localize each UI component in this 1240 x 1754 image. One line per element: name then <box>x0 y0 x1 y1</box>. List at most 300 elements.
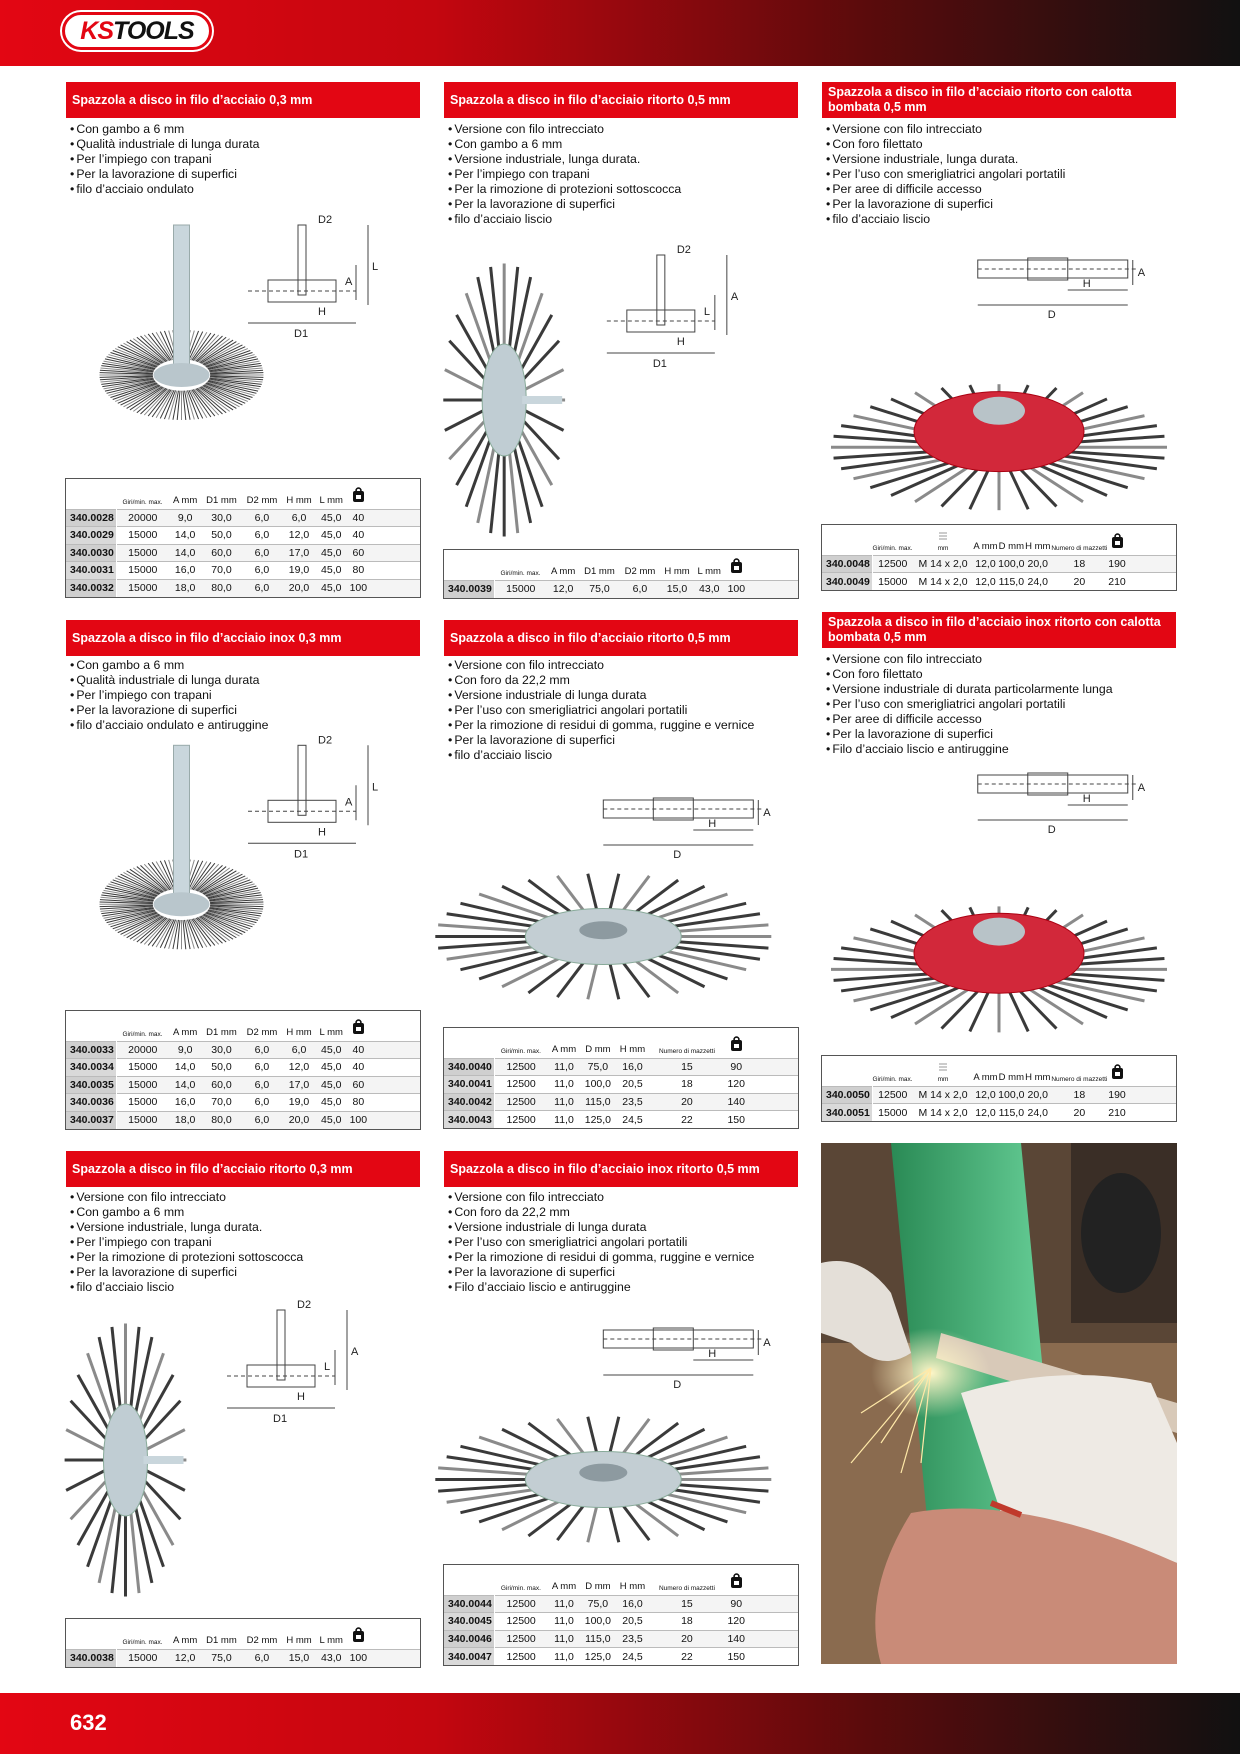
dimension-label: A <box>351 1346 359 1358</box>
column-header: A mm <box>172 494 198 506</box>
table-cell: 11,0 <box>548 1613 581 1631</box>
weight-icon <box>730 558 743 574</box>
article-number: 340.0039 <box>444 580 494 598</box>
table-cell: 60 <box>347 544 370 562</box>
table-cell: 16,0 <box>169 562 201 580</box>
table-cell: 20 <box>649 1630 724 1648</box>
logo-ks-text: KS <box>80 17 114 45</box>
filler <box>1126 573 1176 591</box>
usage-photo <box>821 1143 1177 1664</box>
table-cell: 12,0 <box>973 555 998 573</box>
table-cell: 22 <box>649 1648 724 1666</box>
table-cell: 15000 <box>116 1649 169 1667</box>
table-cell: 19,0 <box>282 1094 316 1112</box>
table-cell: 11,0 <box>548 1648 581 1666</box>
table-cell: 6,0 <box>282 1041 316 1059</box>
table-cell: 150 <box>724 1648 748 1666</box>
dimension-label: D <box>1047 309 1056 321</box>
feature-item: • Per l’impiego con trapani <box>70 1235 303 1250</box>
table-cell: 45,0 <box>316 1041 347 1059</box>
filler <box>370 1619 420 1649</box>
header-code <box>822 525 872 555</box>
column-header: Giri/min. max. <box>122 498 163 506</box>
table-cell: 45,0 <box>316 509 347 527</box>
table-cell: 15,0 <box>660 580 694 598</box>
table-row[interactable] <box>66 1094 420 1112</box>
dimension-diagram <box>607 255 727 353</box>
filler <box>748 1028 798 1058</box>
weight-icon <box>352 487 365 503</box>
table-row[interactable] <box>66 1076 420 1094</box>
table-row[interactable] <box>822 1086 1176 1104</box>
feature-item: • Per la lavorazione di superfici <box>70 703 268 718</box>
filler <box>748 1093 798 1111</box>
feature-item: • Versione con filo intrecciato <box>826 122 1065 137</box>
table-row[interactable] <box>66 1111 420 1129</box>
feature-item: • Versione industriale, lunga durata. <box>448 152 681 167</box>
dimension-label: D2 <box>676 244 691 256</box>
table-cell: 20000 <box>116 1041 169 1059</box>
weight-icon <box>730 1036 743 1052</box>
article-number: 340.0041 <box>444 1076 494 1094</box>
feature-item: • Con foro da 22,2 mm <box>448 673 754 688</box>
header-code <box>822 1056 872 1086</box>
article-number: 340.0046 <box>444 1630 494 1648</box>
feature-list <box>70 1190 303 1295</box>
dimension-label: D <box>673 1379 682 1391</box>
table-row[interactable] <box>66 1649 420 1667</box>
feature-item: • Per l’impiego con trapani <box>70 688 268 703</box>
table-cell: 24,0 <box>1025 573 1051 591</box>
dimension-label: D1 <box>652 358 667 370</box>
table-row[interactable] <box>444 1111 798 1129</box>
article-number: 340.0036 <box>66 1094 116 1112</box>
table-cell: 6,0 <box>242 1059 283 1077</box>
table-cell: 6,0 <box>242 1041 283 1059</box>
table-cell: 20 <box>649 1093 724 1111</box>
feature-list <box>826 652 1113 757</box>
filler <box>748 1565 798 1595</box>
hub <box>482 344 526 456</box>
filler <box>370 479 420 509</box>
table-cell: 6,0 <box>242 1111 283 1129</box>
filler <box>748 1111 798 1129</box>
table-cell: 12,0 <box>973 1104 998 1122</box>
table-cell: 190 <box>1108 1086 1126 1104</box>
spec-table <box>443 549 799 599</box>
table-row[interactable] <box>822 573 1176 591</box>
page-number: 632 <box>70 1710 107 1735</box>
column-header: A mm <box>550 565 576 577</box>
filler <box>1126 1056 1176 1086</box>
column-header: L mm <box>319 1026 343 1038</box>
column-header: H mm <box>1025 1071 1051 1083</box>
feature-list <box>448 658 754 763</box>
column-header: H mm <box>619 1580 646 1592</box>
table-cell: 24,0 <box>1025 1104 1051 1122</box>
table-cell: 40 <box>347 527 370 545</box>
dimension-label: D1 <box>294 328 309 340</box>
article-number: 340.0031 <box>66 562 116 580</box>
feature-item: • Versione con filo intrecciato <box>70 1190 303 1205</box>
table-row[interactable] <box>444 1093 798 1111</box>
column-header: Giri/min. max. <box>122 1030 163 1038</box>
table-cell: 12,0 <box>547 580 579 598</box>
feature-item: • Con foro da 22,2 mm <box>448 1205 754 1220</box>
table-cell: 12500 <box>872 1086 913 1104</box>
table-cell: 20 <box>1051 1104 1108 1122</box>
cup-brush-image <box>822 775 1176 1045</box>
shank-brush-image <box>444 244 798 545</box>
table-cell: 190 <box>1108 555 1126 573</box>
feature-item: • Per la lavorazione di superfici <box>448 1265 754 1280</box>
feature-item: • Per la lavorazione di superfici <box>448 197 681 212</box>
table-cell: 30,0 <box>201 509 242 527</box>
table-cell: 12,0 <box>973 573 998 591</box>
table-cell: 16,0 <box>615 1058 649 1076</box>
shank-brush-image <box>66 1299 416 1610</box>
table-cell: 15,0 <box>282 1649 316 1667</box>
article-number: 340.0038 <box>66 1649 116 1667</box>
table-cell: 120 <box>724 1076 748 1094</box>
table-cell: 45,0 <box>316 1111 347 1129</box>
column-header: L mm <box>319 494 343 506</box>
table-cell: 20 <box>1051 573 1108 591</box>
table-cell: 18,0 <box>169 579 201 597</box>
table-cell: 15 <box>649 1595 724 1613</box>
table-cell: 90 <box>724 1058 748 1076</box>
table-cell: 12500 <box>494 1111 548 1129</box>
table-cell: 100,0 <box>998 1086 1025 1104</box>
table-cell: 24,5 <box>615 1648 649 1666</box>
table-cell: 11,0 <box>548 1093 581 1111</box>
filler <box>748 580 798 598</box>
column-header: L mm <box>697 565 721 577</box>
table-cell: 125,0 <box>580 1648 615 1666</box>
dimension-label: L <box>703 306 710 318</box>
table-cell: 14,0 <box>169 1076 201 1094</box>
table-cell: 11,0 <box>548 1630 581 1648</box>
feature-item: • filo d’acciaio liscio <box>448 748 754 763</box>
filler <box>370 562 420 580</box>
column-header: H mm <box>664 565 690 577</box>
table-cell: 115,0 <box>580 1630 615 1648</box>
grinding-photo-art <box>821 1143 1177 1664</box>
header-code <box>444 550 494 580</box>
filler <box>370 1111 420 1129</box>
feature-item: • Per la rimozione di residui di gomma, ruggine e vernice <box>448 718 754 733</box>
table-cell: 6,0 <box>242 1649 283 1667</box>
table-cell: 80 <box>347 1094 370 1112</box>
table-cell: 18 <box>649 1076 724 1094</box>
table-cell: 12500 <box>494 1093 548 1111</box>
filler <box>1126 525 1176 555</box>
table-row[interactable] <box>66 1059 420 1077</box>
table-cell: 6,0 <box>242 527 283 545</box>
table-cell: 20,5 <box>615 1076 649 1094</box>
feature-item: • Versione con filo intrecciato <box>448 658 754 673</box>
section-title: Spazzola a disco in filo d’acciaio 0,3 mm <box>66 82 420 118</box>
feature-item: • Versione industriale, lunga durata. <box>826 152 1065 167</box>
dimension-label: H <box>297 1391 305 1403</box>
feature-item: • Per la lavorazione di superfici <box>70 167 260 182</box>
column-header: D2 mm <box>246 494 278 506</box>
table-row[interactable] <box>444 1595 798 1613</box>
table-row[interactable] <box>66 527 420 545</box>
filler <box>748 1058 798 1076</box>
weight-icon <box>1111 1064 1124 1080</box>
article-number: 340.0042 <box>444 1093 494 1111</box>
dimension-diagram <box>248 745 368 843</box>
table-cell: 12500 <box>494 1630 548 1648</box>
feature-item: • Filo d’acciaio liscio e antiruggine <box>448 1280 754 1295</box>
table-cell: 45,0 <box>316 1059 347 1077</box>
table-cell: 140 <box>724 1093 748 1111</box>
article-number: 340.0048 <box>822 555 872 573</box>
section-title: Spazzola a disco in filo d’acciaio ritorto 0,5 mm <box>444 620 798 656</box>
section-title: Spazzola a disco in filo d’acciaio inox 0,3 mm <box>66 620 420 656</box>
table-cell: 45,0 <box>316 562 347 580</box>
table-cell: M 14 x 2,0 <box>913 555 973 573</box>
table-row[interactable] <box>444 1613 798 1631</box>
dimension-label: A <box>345 796 353 809</box>
table-row[interactable] <box>444 1058 798 1076</box>
table-cell: 11,0 <box>548 1595 581 1613</box>
table-row[interactable] <box>822 555 1176 573</box>
article-number: 340.0047 <box>444 1648 494 1666</box>
column-header: H mm <box>286 1026 312 1038</box>
column-header: D1 mm <box>584 565 615 577</box>
dimension-diagram <box>248 225 368 323</box>
spec-table <box>65 1618 421 1668</box>
dimension-label: H <box>1082 793 1091 805</box>
column-header: D2 mm <box>246 1634 278 1646</box>
column-header: L mm <box>319 1634 343 1646</box>
table-cell: 18 <box>1051 1086 1108 1104</box>
feature-item: • Con foro filettato <box>826 137 1065 152</box>
table-cell: 20,5 <box>615 1613 649 1631</box>
feature-item: • Con foro filettato <box>826 667 1113 682</box>
table-cell: 43,0 <box>694 580 725 598</box>
feature-item: • Versione con filo intrecciato <box>826 652 1113 667</box>
column-header: D1 mm <box>206 1634 237 1646</box>
article-number: 340.0032 <box>66 579 116 597</box>
dimension-label: D1 <box>273 1413 288 1425</box>
weight-header <box>1108 1056 1126 1086</box>
shank <box>144 1456 184 1464</box>
wheel-brush-image <box>444 1330 798 1560</box>
table-cell: 22 <box>649 1111 724 1129</box>
dimension-diagram <box>603 1328 763 1375</box>
table-cell: 9,0 <box>169 509 201 527</box>
feature-item: • Per l’impiego con trapani <box>70 152 260 167</box>
feature-item: • Per l’uso con smerigliatrici angolari portatili <box>448 1235 754 1250</box>
article-number: 340.0044 <box>444 1595 494 1613</box>
table-cell: 15000 <box>116 1094 169 1112</box>
table-cell: 80 <box>347 562 370 580</box>
table-cell: 60,0 <box>201 1076 242 1094</box>
dimension-label: A <box>730 291 739 303</box>
table-cell: 14,0 <box>169 544 201 562</box>
article-number: 340.0034 <box>66 1059 116 1077</box>
table-cell: 12,0 <box>282 1059 316 1077</box>
table-row[interactable] <box>444 580 798 598</box>
shank-brush-image <box>66 214 416 470</box>
article-number: 340.0049 <box>822 573 872 591</box>
weight-icon <box>730 1573 743 1589</box>
weight-header <box>1108 525 1126 555</box>
weight-header <box>347 1619 370 1649</box>
column-header: D1 mm <box>206 1026 237 1038</box>
column-header: A mm <box>172 1634 198 1646</box>
table-row[interactable] <box>444 1076 798 1094</box>
feature-list <box>70 122 260 197</box>
filler <box>748 550 798 580</box>
hex-nut <box>973 918 1025 946</box>
ks-tools-logo[interactable] <box>62 12 212 50</box>
weight-header <box>725 550 748 580</box>
table-cell: 60 <box>347 1076 370 1094</box>
column-header: A mm <box>172 1026 198 1038</box>
table-cell: 150 <box>724 1111 748 1129</box>
table-row[interactable] <box>66 579 420 597</box>
table-cell: 100,0 <box>580 1076 615 1094</box>
table-row[interactable] <box>822 1104 1176 1122</box>
table-cell: 210 <box>1108 1104 1126 1122</box>
table-cell: 6,0 <box>242 579 283 597</box>
table-row[interactable] <box>66 1041 420 1059</box>
table-cell: 16,0 <box>169 1094 201 1112</box>
dimension-label: D <box>1047 824 1056 836</box>
filler <box>370 1041 420 1059</box>
table-row[interactable] <box>66 509 420 527</box>
table-cell: 100 <box>347 1649 370 1667</box>
feature-item: • Per l’uso con smerigliatrici angolari portatili <box>826 697 1113 712</box>
dimension-label: H <box>1082 278 1091 290</box>
center-hole <box>579 921 627 939</box>
table-cell: 15000 <box>116 544 169 562</box>
feature-item: • Per aree di difficile accesso <box>826 712 1113 727</box>
feature-item: • Versione con filo intrecciato <box>448 1190 754 1205</box>
dimension-label: L <box>372 261 379 273</box>
dimension-label: A <box>763 807 771 819</box>
table-row[interactable] <box>66 544 420 562</box>
table-cell: 18,0 <box>169 1111 201 1129</box>
shank-brush-image <box>66 734 416 1005</box>
column-header: Numero di mazzetti <box>658 1584 715 1592</box>
feature-item: • filo d’acciaio liscio <box>448 212 681 227</box>
article-number: 340.0045 <box>444 1613 494 1631</box>
column-header: A mm <box>973 1071 998 1083</box>
header-code <box>444 1028 494 1058</box>
cup-brush-image <box>822 260 1176 520</box>
spec-table <box>65 1010 421 1130</box>
table-cell: 75,0 <box>579 580 620 598</box>
column-header: H mm <box>286 1634 312 1646</box>
table-row[interactable] <box>444 1648 798 1666</box>
dimension-label: A <box>1137 267 1146 279</box>
filler <box>370 1059 420 1077</box>
wheel-brush-image <box>444 800 798 1010</box>
dimension-diagram <box>227 1310 347 1408</box>
table-cell: 115,0 <box>998 573 1025 591</box>
dimension-label: L <box>372 781 379 794</box>
feature-item: • Versione industriale di lunga durata <box>448 688 754 703</box>
table-cell: 23,5 <box>615 1630 649 1648</box>
table-row[interactable] <box>444 1630 798 1648</box>
section-title: Spazzola a disco in filo d’acciaio inox ritorto con calotta bombata 0,5 mm <box>822 612 1176 648</box>
table-cell: 15000 <box>116 1111 169 1129</box>
table-cell: 15 <box>649 1058 724 1076</box>
table-cell: 75,0 <box>580 1595 615 1613</box>
table-cell: 115,0 <box>998 1104 1025 1122</box>
column-header: Giri/min. max. <box>122 1638 163 1646</box>
article-number: 340.0050 <box>822 1086 872 1104</box>
table-cell: 20000 <box>116 509 169 527</box>
table-cell: 70,0 <box>201 562 242 580</box>
filler <box>370 1076 420 1094</box>
table-cell: 6,0 <box>620 580 661 598</box>
column-header: Numero di mazzetti <box>1051 1075 1108 1083</box>
dimension-label: D <box>673 849 682 861</box>
feature-item: • filo d’acciaio liscio <box>826 212 1065 227</box>
feature-item: • Versione industriale di lunga durata <box>448 1220 754 1235</box>
table-cell: 75,0 <box>201 1649 242 1667</box>
table-cell: 100 <box>347 1111 370 1129</box>
table-cell: 45,0 <box>316 527 347 545</box>
column-header: D2 mm <box>246 1026 278 1038</box>
table-row[interactable] <box>66 562 420 580</box>
table-cell: 30,0 <box>201 1041 242 1059</box>
feature-item: • Per la lavorazione di superfici <box>70 1265 303 1280</box>
filler <box>370 544 420 562</box>
filler <box>370 1094 420 1112</box>
table-cell: 115,0 <box>580 1093 615 1111</box>
feature-item: • Per la lavorazione di superfici <box>448 733 754 748</box>
section-title: Spazzola a disco in filo d’acciaio ritorto con calotta bombata 0,5 mm <box>822 82 1176 118</box>
column-header: D mm <box>998 1071 1024 1083</box>
spec-table <box>443 1027 799 1129</box>
table-cell: 15000 <box>116 562 169 580</box>
column-header: mm <box>913 525 973 555</box>
dimension-label: H <box>318 826 326 839</box>
table-cell: 50,0 <box>201 527 242 545</box>
column-header: D1 mm <box>206 494 237 506</box>
table-cell: 100,0 <box>580 1613 615 1631</box>
table-cell: 17,0 <box>282 1076 316 1094</box>
feature-item: • Per la rimozione di residui di gomma, ruggine e vernice <box>448 1250 754 1265</box>
column-header: Giri/min. max. <box>872 1075 913 1083</box>
table-cell: 125,0 <box>580 1111 615 1129</box>
dimension-label: D2 <box>297 1299 312 1311</box>
table-cell: 12500 <box>494 1648 548 1666</box>
feature-item: • Con gambo a 6 mm <box>70 1205 303 1220</box>
dimension-label: H <box>676 336 685 348</box>
weight-icon <box>1111 533 1124 549</box>
filler <box>370 527 420 545</box>
article-number: 340.0028 <box>66 509 116 527</box>
table-cell: 100,0 <box>998 555 1025 573</box>
filler <box>370 1011 420 1041</box>
table-cell: 45,0 <box>316 1094 347 1112</box>
table-cell: 6,0 <box>242 509 283 527</box>
table-cell: M 14 x 2,0 <box>913 1104 973 1122</box>
feature-list <box>448 1190 754 1295</box>
table-cell: 24,5 <box>615 1111 649 1129</box>
column-header: Giri/min. max. <box>500 1047 541 1055</box>
dimension-label: D1 <box>294 848 309 861</box>
table-cell: 20,0 <box>1025 555 1051 573</box>
